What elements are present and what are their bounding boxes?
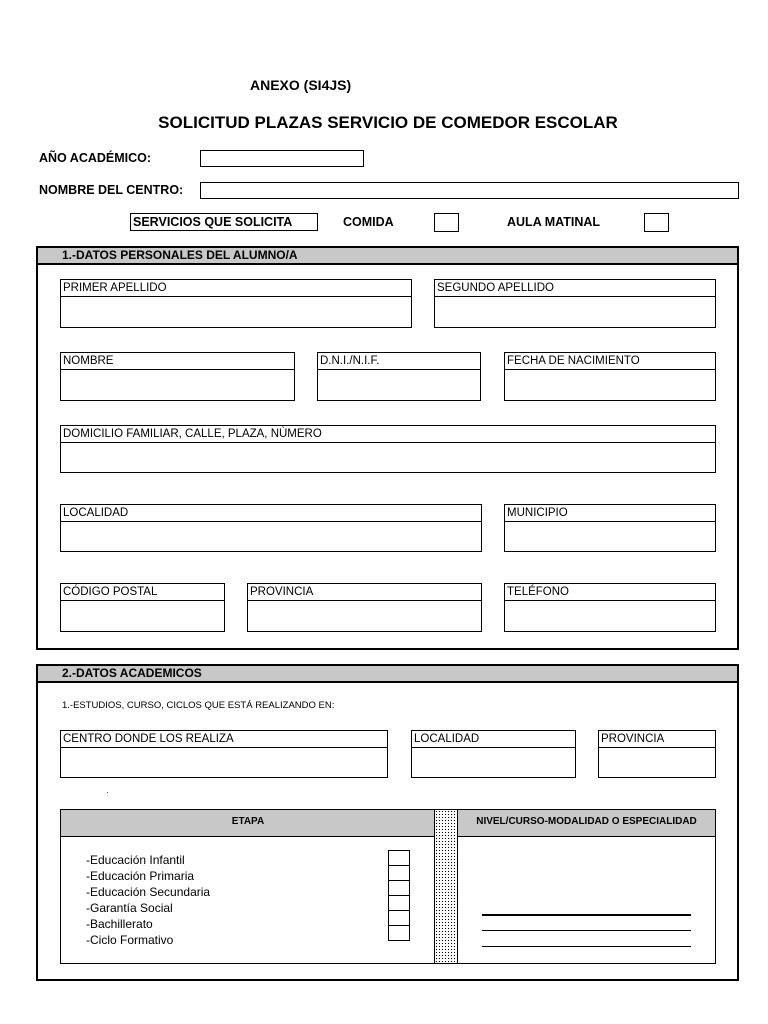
id-label: D.N.I./N.I.F. <box>318 353 480 370</box>
stray-dot <box>107 792 108 793</box>
lunch-label: COMIDA <box>343 215 394 229</box>
stage-checkbox[interactable] <box>388 865 410 881</box>
stage-item: -Educación Primaria <box>86 869 195 883</box>
stage-checkbox[interactable] <box>388 880 410 896</box>
municipality-field[interactable] <box>504 504 716 552</box>
stage-checkbox[interactable] <box>388 910 410 926</box>
studies-note: 1.-ESTUDIOS, CURSO, CICLOS QUE ESTÁ REALIZANDO EN: <box>62 700 335 711</box>
study-center-label: CENTRO DONDE LOS REALIZA <box>61 731 387 748</box>
level-line[interactable] <box>482 930 691 931</box>
town-label: LOCALIDAD <box>61 505 481 522</box>
study-center-field[interactable] <box>60 730 388 778</box>
services-label <box>130 213 318 231</box>
name-field[interactable] <box>60 352 295 401</box>
second-surname-field[interactable] <box>434 279 716 328</box>
services-label-text: SERVICIOS QUE SOLICITA <box>133 215 293 229</box>
stage-item: -Garantía Social <box>86 901 173 915</box>
academic-data-header: 2.-DATOS ACADEMICOS <box>38 666 737 683</box>
academic-year-label: AÑO ACADÉMICO: <box>39 151 152 165</box>
stage-checkbox[interactable] <box>388 850 410 866</box>
level-header: NIVEL/CURSO-MODALIDAD O ESPECIALIDAD <box>476 816 697 827</box>
municipality-label: MUNICIPIO <box>505 505 715 522</box>
birth-date-field[interactable] <box>504 352 716 401</box>
stage-item: -Ciclo Formativo <box>86 933 174 947</box>
name-label: NOMBRE <box>61 353 294 370</box>
first-surname-field[interactable] <box>60 279 412 328</box>
level-line[interactable] <box>482 946 691 947</box>
study-town-label: LOCALIDAD <box>412 731 575 748</box>
stage-item: -Educación Secundaria <box>86 885 211 899</box>
stage-checkboxes <box>388 851 410 941</box>
stage-checkbox[interactable] <box>388 925 410 941</box>
phone-field[interactable] <box>504 583 716 632</box>
stage-list <box>86 852 210 948</box>
study-province-label: PROVINCIA <box>599 731 715 748</box>
center-name-label: NOMBRE DEL CENTRO: <box>39 183 184 197</box>
form-title: SOLICITUD PLAZAS SERVICIO DE COMEDOR ESCOLAR <box>158 113 618 132</box>
stage-checkbox[interactable] <box>388 895 410 911</box>
first-surname-label: PRIMER APELLIDO <box>61 280 411 297</box>
morning-room-checkbox[interactable] <box>644 213 669 232</box>
phone-label: TELÉFONO <box>505 584 715 601</box>
level-line[interactable] <box>482 914 691 916</box>
study-town-field[interactable] <box>411 730 576 778</box>
academic-year-input[interactable] <box>200 150 364 167</box>
center-name-input[interactable] <box>200 182 739 199</box>
province-field[interactable] <box>247 583 482 632</box>
stage-item: -Bachillerato <box>86 917 153 931</box>
province-label: PROVINCIA <box>248 584 481 601</box>
postal-code-label: CÓDIGO POSTAL <box>61 584 224 601</box>
stage-item: -Educación Infantil <box>86 853 185 867</box>
postal-code-field[interactable] <box>60 583 225 632</box>
id-field[interactable] <box>317 352 481 401</box>
study-province-field[interactable] <box>598 730 716 778</box>
address-field[interactable] <box>60 425 716 473</box>
second-surname-label: SEGUNDO APELLIDO <box>435 280 715 297</box>
dotted-separator <box>434 810 458 963</box>
address-label: DOMICILIO FAMILIAR, CALLE, PLAZA, NÙMERO <box>61 426 715 443</box>
lunch-checkbox[interactable] <box>434 213 459 232</box>
personal-data-header: 1.-DATOS PERSONALES DEL ALUMNO/A <box>38 248 737 265</box>
town-field[interactable] <box>60 504 482 552</box>
birth-date-label: FECHA DE NACIMIENTO <box>505 353 715 370</box>
stage-header: ETAPA <box>231 816 265 827</box>
annex-code: ANEXO (SI4JS) <box>250 77 352 93</box>
morning-room-label: AULA MATINAL <box>507 215 601 229</box>
